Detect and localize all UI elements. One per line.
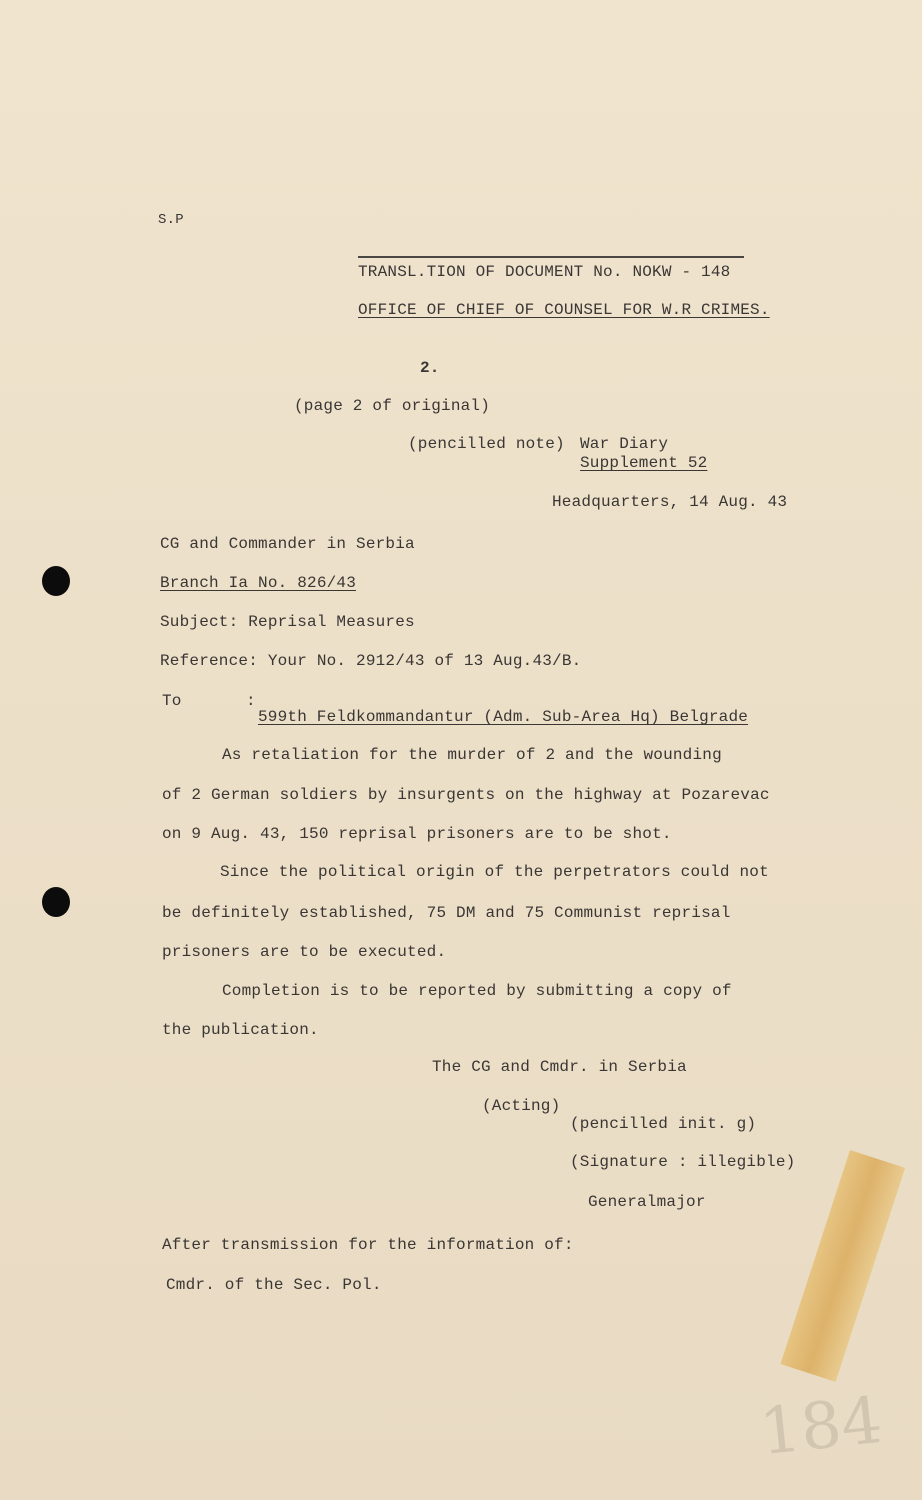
body-line: As retaliation for the murder of 2 and the wounding bbox=[222, 746, 722, 764]
page-number: 2. bbox=[420, 359, 440, 377]
page-note: (page 2 of original) bbox=[294, 397, 491, 415]
folio-number: 184 bbox=[756, 1383, 886, 1471]
adhesive-tape bbox=[780, 1150, 905, 1382]
distribution-line2: Cmdr. of the Sec. Pol. bbox=[166, 1276, 382, 1294]
body-line: Since the political origin of the perpetrators could not bbox=[220, 863, 769, 881]
translation-header: TRANSL.TION OF DOCUMENT No. NOKW - 148 bbox=[358, 263, 731, 281]
place-date: Headquarters, 14 Aug. 43 bbox=[552, 493, 788, 511]
body-line: Completion is to be reported by submitting a copy of bbox=[222, 982, 732, 1000]
to-label: To bbox=[162, 692, 182, 710]
signature-rank: Generalmajor bbox=[588, 1193, 706, 1211]
corner-mark: S.P bbox=[158, 212, 184, 228]
header-rule bbox=[358, 256, 744, 258]
signature-acting: (Acting) bbox=[482, 1097, 561, 1115]
pencil-note-label: (pencilled note) bbox=[408, 435, 565, 453]
pencil-note-line2: Supplement 52 bbox=[580, 454, 708, 472]
punch-hole bbox=[42, 887, 70, 917]
reference-line: Reference: Your No. 2912/43 of 13 Aug.43/B. bbox=[160, 652, 582, 670]
punch-hole bbox=[42, 566, 70, 596]
body-line: be definitely established, 75 DM and 75 Communist reprisal bbox=[162, 904, 731, 922]
body-line: on 9 Aug. 43, 150 reprisal prisoners are to be shot. bbox=[162, 825, 672, 843]
signature-initials: (pencilled init. g) bbox=[570, 1115, 757, 1133]
body-line: prisoners are to be executed. bbox=[162, 943, 447, 961]
body-line: the publication. bbox=[162, 1021, 319, 1039]
recipient: 599th Feldkommandantur (Adm. Sub-Area Hq) Belgrade bbox=[258, 708, 749, 726]
office-header: OFFICE OF CHIEF OF COUNSEL FOR W.R CRIMES. bbox=[358, 301, 770, 319]
body-line: of 2 German soldiers by insurgents on the highway at Pozarevac bbox=[162, 786, 770, 804]
pencil-note-line1: War Diary bbox=[580, 435, 669, 453]
signature-note: (Signature : illegible) bbox=[570, 1153, 796, 1171]
branch-number: Branch Ia No. 826/43 bbox=[160, 574, 357, 592]
sender: CG and Commander in Serbia bbox=[160, 535, 415, 553]
signature-title: The CG and Cmdr. in Serbia bbox=[432, 1058, 687, 1076]
distribution-line1: After transmission for the information of: bbox=[162, 1236, 574, 1254]
subject-line: Subject: Reprisal Measures bbox=[160, 613, 415, 631]
to-colon: : bbox=[246, 692, 256, 710]
